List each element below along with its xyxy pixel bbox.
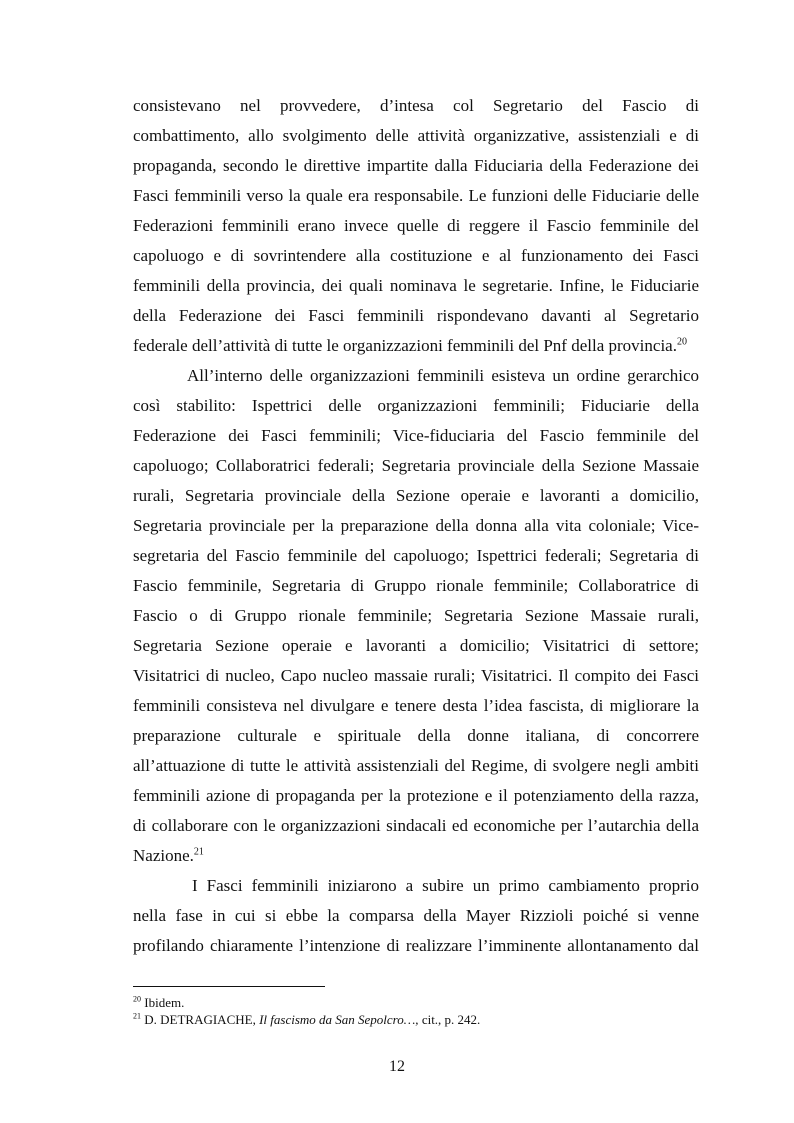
footnote-number: 21	[133, 1011, 141, 1021]
body-line: preparazione culturale e spirituale della donne italiana, di concorrere	[133, 726, 699, 745]
body-line: Segretaria provinciale per la preparazione della donna alla vita coloniale; Vice-	[133, 516, 699, 535]
footnote-20: $^{20}$ Ibidem.	[133, 994, 185, 1010]
body-line: così stabilito: Ispettrici delle organizzazioni femminili; Fiduciarie della	[133, 396, 699, 415]
footnote-separator	[133, 986, 325, 987]
body-line: Fasci femminili verso la quale era responsabile. Le funzioni delle Fiduciarie delle	[133, 186, 699, 205]
body-line: Visitatrici di nucleo, Capo nucleo massaie rurali; Visitatrici. Il compito dei Fasci	[133, 666, 699, 685]
body-line: all’attuazione di tutte le attività assistenziali del Regime, di svolgere negli ambiti	[133, 756, 699, 775]
body-line: di collaborare con le organizzazioni sindacali ed economiche per l’autarchia della	[133, 816, 699, 835]
footnote-ref-20: 20	[676, 336, 687, 348]
body-line: nella fase in cui si ebbe la comparsa della Mayer Rizzioli poiché si venne	[133, 906, 699, 925]
body-line: Fascio femminile, Segretaria di Gruppo rionale femminile; Collaboratrice di	[133, 576, 699, 595]
body-line: Federazione dei Fasci femminili; Vice-fiduciaria del Fascio femminile del	[133, 426, 699, 445]
body-line: federale dell’attività di tutte le organizzazioni femminili del Pnf della provincia.$^{20}$	[133, 336, 687, 355]
body-line: capoluogo; Collaboratrici federali; Segretaria provinciale della Sezione Massaie	[133, 456, 699, 475]
body-line: Federazioni femminili erano invece quelle di reggere il Fascio femminile del	[133, 216, 699, 235]
body-line: profilando chiaramente l’intenzione di realizzare l’imminente allontanamento dal	[133, 936, 699, 955]
body-line: Fascio o di Gruppo rionale femminile; Segretaria Sezione Massaie rurali,	[133, 606, 699, 625]
body-line: segretaria del Fascio femminile del capoluogo; Ispettrici federali; Segretaria di	[133, 546, 699, 565]
body-line: combattimento, allo svolgimento delle attività organizzative, assistenziali e di	[133, 126, 699, 145]
body-line: Segretaria Sezione operaie e lavoranti a domicilio; Visitatrici di settore;	[133, 636, 699, 655]
body-line: capoluogo e di sovrintendere alla costituzione e al funzionamento dei Fasci	[133, 246, 699, 265]
footnote-21: $^{21}$ D. DETRAGIACHE, Il fascismo da San Sepolcro…, cit., p. 242.	[133, 1011, 481, 1027]
body-line: della Federazione dei Fasci femminili rispondevano davanti al Segretario	[133, 306, 699, 325]
body-line: femminili della provincia, dei quali nominava le segretarie. Infine, le Fiduciarie	[133, 276, 699, 295]
footnote-title: Il fascismo da San Sepolcro…,	[259, 1012, 419, 1027]
body-line: femminili consisteva nel divulgare e tenere desta l’idea fascista, di migliorare la	[133, 696, 699, 715]
page-number: 12	[389, 1058, 405, 1075]
footnote-ref-21: 21	[193, 846, 204, 858]
body-line-indented: I Fasci femminili iniziarono a subire un primo cambiamento proprio	[192, 876, 699, 895]
body-line: consistevano nel provvedere, d’intesa col Segretario del Fascio di	[133, 96, 699, 115]
body-line: femminili azione di propaganda per la protezione e il potenziamento della razza,	[133, 786, 699, 805]
body-line-indented: All’interno delle organizzazioni femminili esisteva un ordine gerarchico	[187, 366, 699, 385]
body-line: Nazione.$^{21}$	[133, 846, 204, 865]
footnote-number: 20	[133, 994, 141, 1004]
body-line: rurali, Segretaria provinciale della Sezione operaie e lavoranti a domicilio,	[133, 486, 699, 505]
body-line: propaganda, secondo le direttive impartite dalla Fiduciaria della Federazione dei	[133, 156, 699, 175]
